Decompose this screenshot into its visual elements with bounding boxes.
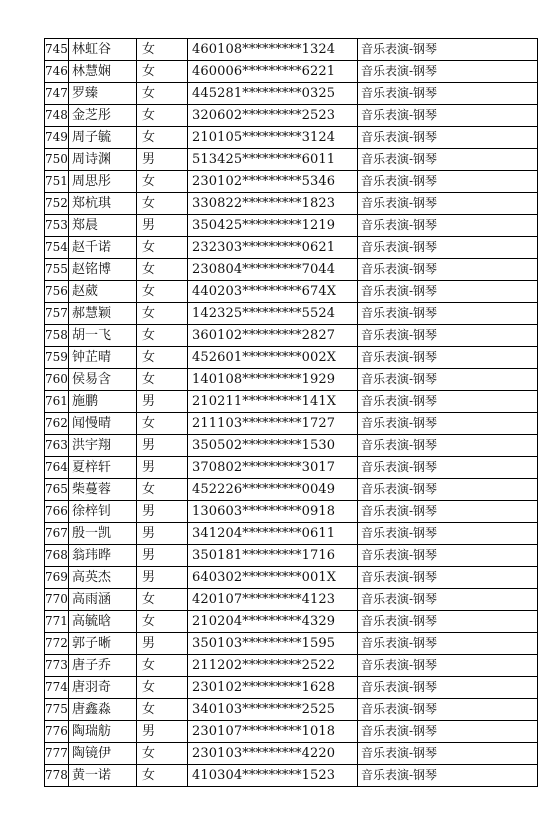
student-name: 钟芷晴 (69, 347, 137, 369)
id-number: 341204*********0611 (188, 523, 358, 545)
student-name: 夏梓轩 (69, 457, 137, 479)
major: 音乐表演-钢琴 (358, 215, 538, 237)
table-row (45, 325, 538, 347)
major: 音乐表演-钢琴 (358, 105, 538, 127)
row-number: 750 (45, 149, 69, 171)
student-name: 陶镜伊 (69, 743, 137, 765)
row-number: 777 (45, 743, 69, 765)
major: 音乐表演-钢琴 (358, 479, 538, 501)
student-name: 金芝彤 (69, 105, 137, 127)
row-number: 757 (45, 303, 69, 325)
id-number: 230804*********7044 (188, 259, 358, 281)
row-number: 752 (45, 193, 69, 215)
student-gender: 女 (137, 61, 188, 83)
major: 音乐表演-钢琴 (358, 61, 538, 83)
major: 音乐表演-钢琴 (358, 523, 538, 545)
row-number: 753 (45, 215, 69, 237)
row-number: 749 (45, 127, 69, 149)
row-number: 771 (45, 611, 69, 633)
table-row (45, 479, 538, 501)
id-number: 440203*********674X (188, 281, 358, 303)
major: 音乐表演-钢琴 (358, 391, 538, 413)
id-number: 210211*********141X (188, 391, 358, 413)
student-gender: 男 (137, 501, 188, 523)
id-number: 230107*********1018 (188, 721, 358, 743)
student-name: 黄一诺 (69, 765, 137, 787)
major: 音乐表演-钢琴 (358, 435, 538, 457)
student-name: 林虹谷 (69, 39, 137, 61)
student-gender: 女 (137, 83, 188, 105)
row-number: 762 (45, 413, 69, 435)
row-number: 774 (45, 677, 69, 699)
table-row (45, 127, 538, 149)
student-gender: 男 (137, 545, 188, 567)
student-gender: 女 (137, 105, 188, 127)
student-name: 施鹏 (69, 391, 137, 413)
table-row (45, 237, 538, 259)
student-gender: 男 (137, 457, 188, 479)
major: 音乐表演-钢琴 (358, 589, 538, 611)
student-gender: 女 (137, 303, 188, 325)
student-gender: 女 (137, 127, 188, 149)
student-name: 洪宇翔 (69, 435, 137, 457)
student-name: 赵千诺 (69, 237, 137, 259)
row-number: 759 (45, 347, 69, 369)
student-name: 周子毓 (69, 127, 137, 149)
student-name: 罗臻 (69, 83, 137, 105)
student-gender: 女 (137, 765, 188, 787)
major: 音乐表演-钢琴 (358, 765, 538, 787)
id-number: 210204*********4329 (188, 611, 358, 633)
student-name: 陶瑞舫 (69, 721, 137, 743)
student-name: 侯易含 (69, 369, 137, 391)
table-row (45, 435, 538, 457)
major: 音乐表演-钢琴 (358, 633, 538, 655)
id-number: 370802*********3017 (188, 457, 358, 479)
row-number: 775 (45, 699, 69, 721)
id-number: 360102*********2827 (188, 325, 358, 347)
table-row (45, 391, 538, 413)
student-gender: 女 (137, 39, 188, 61)
student-gender: 女 (137, 325, 188, 347)
id-number: 142325*********5524 (188, 303, 358, 325)
student-gender: 女 (137, 611, 188, 633)
student-gender: 女 (137, 699, 188, 721)
table-row (45, 677, 538, 699)
table-row (45, 105, 538, 127)
student-name: 郑晨 (69, 215, 137, 237)
row-number: 776 (45, 721, 69, 743)
student-name: 殷一凯 (69, 523, 137, 545)
major: 音乐表演-钢琴 (358, 413, 538, 435)
student-gender: 男 (137, 567, 188, 589)
student-gender: 女 (137, 369, 188, 391)
row-number: 760 (45, 369, 69, 391)
major: 音乐表演-钢琴 (358, 545, 538, 567)
table-body (45, 39, 538, 787)
table-row (45, 743, 538, 765)
row-number: 764 (45, 457, 69, 479)
student-name: 高英杰 (69, 567, 137, 589)
id-number: 513425*********6011 (188, 149, 358, 171)
table-row (45, 545, 538, 567)
id-number: 211103*********1727 (188, 413, 358, 435)
id-number: 350103*********1595 (188, 633, 358, 655)
student-gender: 男 (137, 523, 188, 545)
row-number: 763 (45, 435, 69, 457)
major: 音乐表演-钢琴 (358, 171, 538, 193)
student-name: 赵葳 (69, 281, 137, 303)
table-row (45, 655, 538, 677)
table-row (45, 39, 538, 61)
major: 音乐表演-钢琴 (358, 259, 538, 281)
id-number: 452601*********002X (188, 347, 358, 369)
major: 音乐表演-钢琴 (358, 743, 538, 765)
id-number: 211202*********2522 (188, 655, 358, 677)
student-name: 胡一飞 (69, 325, 137, 347)
id-number: 460108*********1324 (188, 39, 358, 61)
id-number: 230103*********4220 (188, 743, 358, 765)
id-number: 230102*********1628 (188, 677, 358, 699)
id-number: 420107*********4123 (188, 589, 358, 611)
id-number: 350425*********1219 (188, 215, 358, 237)
student-gender: 男 (137, 633, 188, 655)
table-row (45, 281, 538, 303)
major: 音乐表演-钢琴 (358, 39, 538, 61)
id-number: 232303*********0621 (188, 237, 358, 259)
table-row (45, 61, 538, 83)
row-number: 765 (45, 479, 69, 501)
id-number: 640302*********001X (188, 567, 358, 589)
major: 音乐表演-钢琴 (358, 501, 538, 523)
student-name: 赵铭博 (69, 259, 137, 281)
major: 音乐表演-钢琴 (358, 611, 538, 633)
table-row (45, 457, 538, 479)
student-gender: 男 (137, 435, 188, 457)
table-row (45, 721, 538, 743)
id-number: 460006*********6221 (188, 61, 358, 83)
student-gender: 女 (137, 193, 188, 215)
row-number: 748 (45, 105, 69, 127)
student-list-table (44, 38, 538, 787)
table-row (45, 633, 538, 655)
row-number: 778 (45, 765, 69, 787)
student-name: 郑杭琪 (69, 193, 137, 215)
id-number: 350502*********1530 (188, 435, 358, 457)
table-row (45, 567, 538, 589)
major: 音乐表演-钢琴 (358, 347, 538, 369)
student-gender: 女 (137, 347, 188, 369)
table-row (45, 589, 538, 611)
student-name: 柴蔓蓉 (69, 479, 137, 501)
id-number: 140108*********1929 (188, 369, 358, 391)
table-row (45, 413, 538, 435)
row-number: 761 (45, 391, 69, 413)
major: 音乐表演-钢琴 (358, 457, 538, 479)
major: 音乐表演-钢琴 (358, 567, 538, 589)
table-row (45, 347, 538, 369)
student-name: 唐鑫淼 (69, 699, 137, 721)
table-row (45, 611, 538, 633)
row-number: 751 (45, 171, 69, 193)
id-number: 445281*********0325 (188, 83, 358, 105)
row-number: 756 (45, 281, 69, 303)
student-gender: 女 (137, 677, 188, 699)
id-number: 230102*********5346 (188, 171, 358, 193)
row-number: 745 (45, 39, 69, 61)
row-number: 770 (45, 589, 69, 611)
row-number: 747 (45, 83, 69, 105)
id-number: 350181*********1716 (188, 545, 358, 567)
id-number: 410304*********1523 (188, 765, 358, 787)
row-number: 769 (45, 567, 69, 589)
table-row (45, 171, 538, 193)
student-name: 高毓晗 (69, 611, 137, 633)
major: 音乐表演-钢琴 (358, 721, 538, 743)
table-row (45, 215, 538, 237)
student-gender: 男 (137, 391, 188, 413)
student-name: 闻慢晴 (69, 413, 137, 435)
table-row (45, 369, 538, 391)
student-gender: 女 (137, 259, 188, 281)
student-gender: 女 (137, 413, 188, 435)
student-name: 徐梓钊 (69, 501, 137, 523)
major: 音乐表演-钢琴 (358, 303, 538, 325)
row-number: 746 (45, 61, 69, 83)
table-row (45, 699, 538, 721)
id-number: 210105*********3124 (188, 127, 358, 149)
table-row (45, 523, 538, 545)
table-row (45, 501, 538, 523)
row-number: 772 (45, 633, 69, 655)
table-row (45, 149, 538, 171)
row-number: 755 (45, 259, 69, 281)
major: 音乐表演-钢琴 (358, 83, 538, 105)
major: 音乐表演-钢琴 (358, 369, 538, 391)
row-number: 758 (45, 325, 69, 347)
student-name: 郭子晰 (69, 633, 137, 655)
major: 音乐表演-钢琴 (358, 677, 538, 699)
student-gender: 男 (137, 149, 188, 171)
student-name: 翁玮晔 (69, 545, 137, 567)
student-gender: 女 (137, 479, 188, 501)
table-row (45, 83, 538, 105)
major: 音乐表演-钢琴 (358, 193, 538, 215)
student-name: 林慧娴 (69, 61, 137, 83)
student-name: 周诗渊 (69, 149, 137, 171)
table-row (45, 259, 538, 281)
student-gender: 女 (137, 281, 188, 303)
student-name: 唐羽奇 (69, 677, 137, 699)
major: 音乐表演-钢琴 (358, 127, 538, 149)
student-name: 唐子乔 (69, 655, 137, 677)
student-gender: 男 (137, 721, 188, 743)
id-number: 330822*********1823 (188, 193, 358, 215)
row-number: 766 (45, 501, 69, 523)
id-number: 320602*********2523 (188, 105, 358, 127)
table-row (45, 765, 538, 787)
table-row (45, 193, 538, 215)
student-gender: 女 (137, 237, 188, 259)
row-number: 767 (45, 523, 69, 545)
student-name: 高雨涵 (69, 589, 137, 611)
id-number: 130603*********0918 (188, 501, 358, 523)
major: 音乐表演-钢琴 (358, 149, 538, 171)
table-row (45, 303, 538, 325)
major: 音乐表演-钢琴 (358, 699, 538, 721)
row-number: 754 (45, 237, 69, 259)
row-number: 773 (45, 655, 69, 677)
major: 音乐表演-钢琴 (358, 281, 538, 303)
student-name: 郝慧颖 (69, 303, 137, 325)
major: 音乐表演-钢琴 (358, 325, 538, 347)
student-gender: 男 (137, 215, 188, 237)
major: 音乐表演-钢琴 (358, 237, 538, 259)
id-number: 340103*********2525 (188, 699, 358, 721)
student-gender: 女 (137, 589, 188, 611)
major: 音乐表演-钢琴 (358, 655, 538, 677)
student-name: 周思彤 (69, 171, 137, 193)
row-number: 768 (45, 545, 69, 567)
id-number: 452226*********0049 (188, 479, 358, 501)
student-gender: 女 (137, 743, 188, 765)
student-gender: 女 (137, 171, 188, 193)
student-gender: 女 (137, 655, 188, 677)
